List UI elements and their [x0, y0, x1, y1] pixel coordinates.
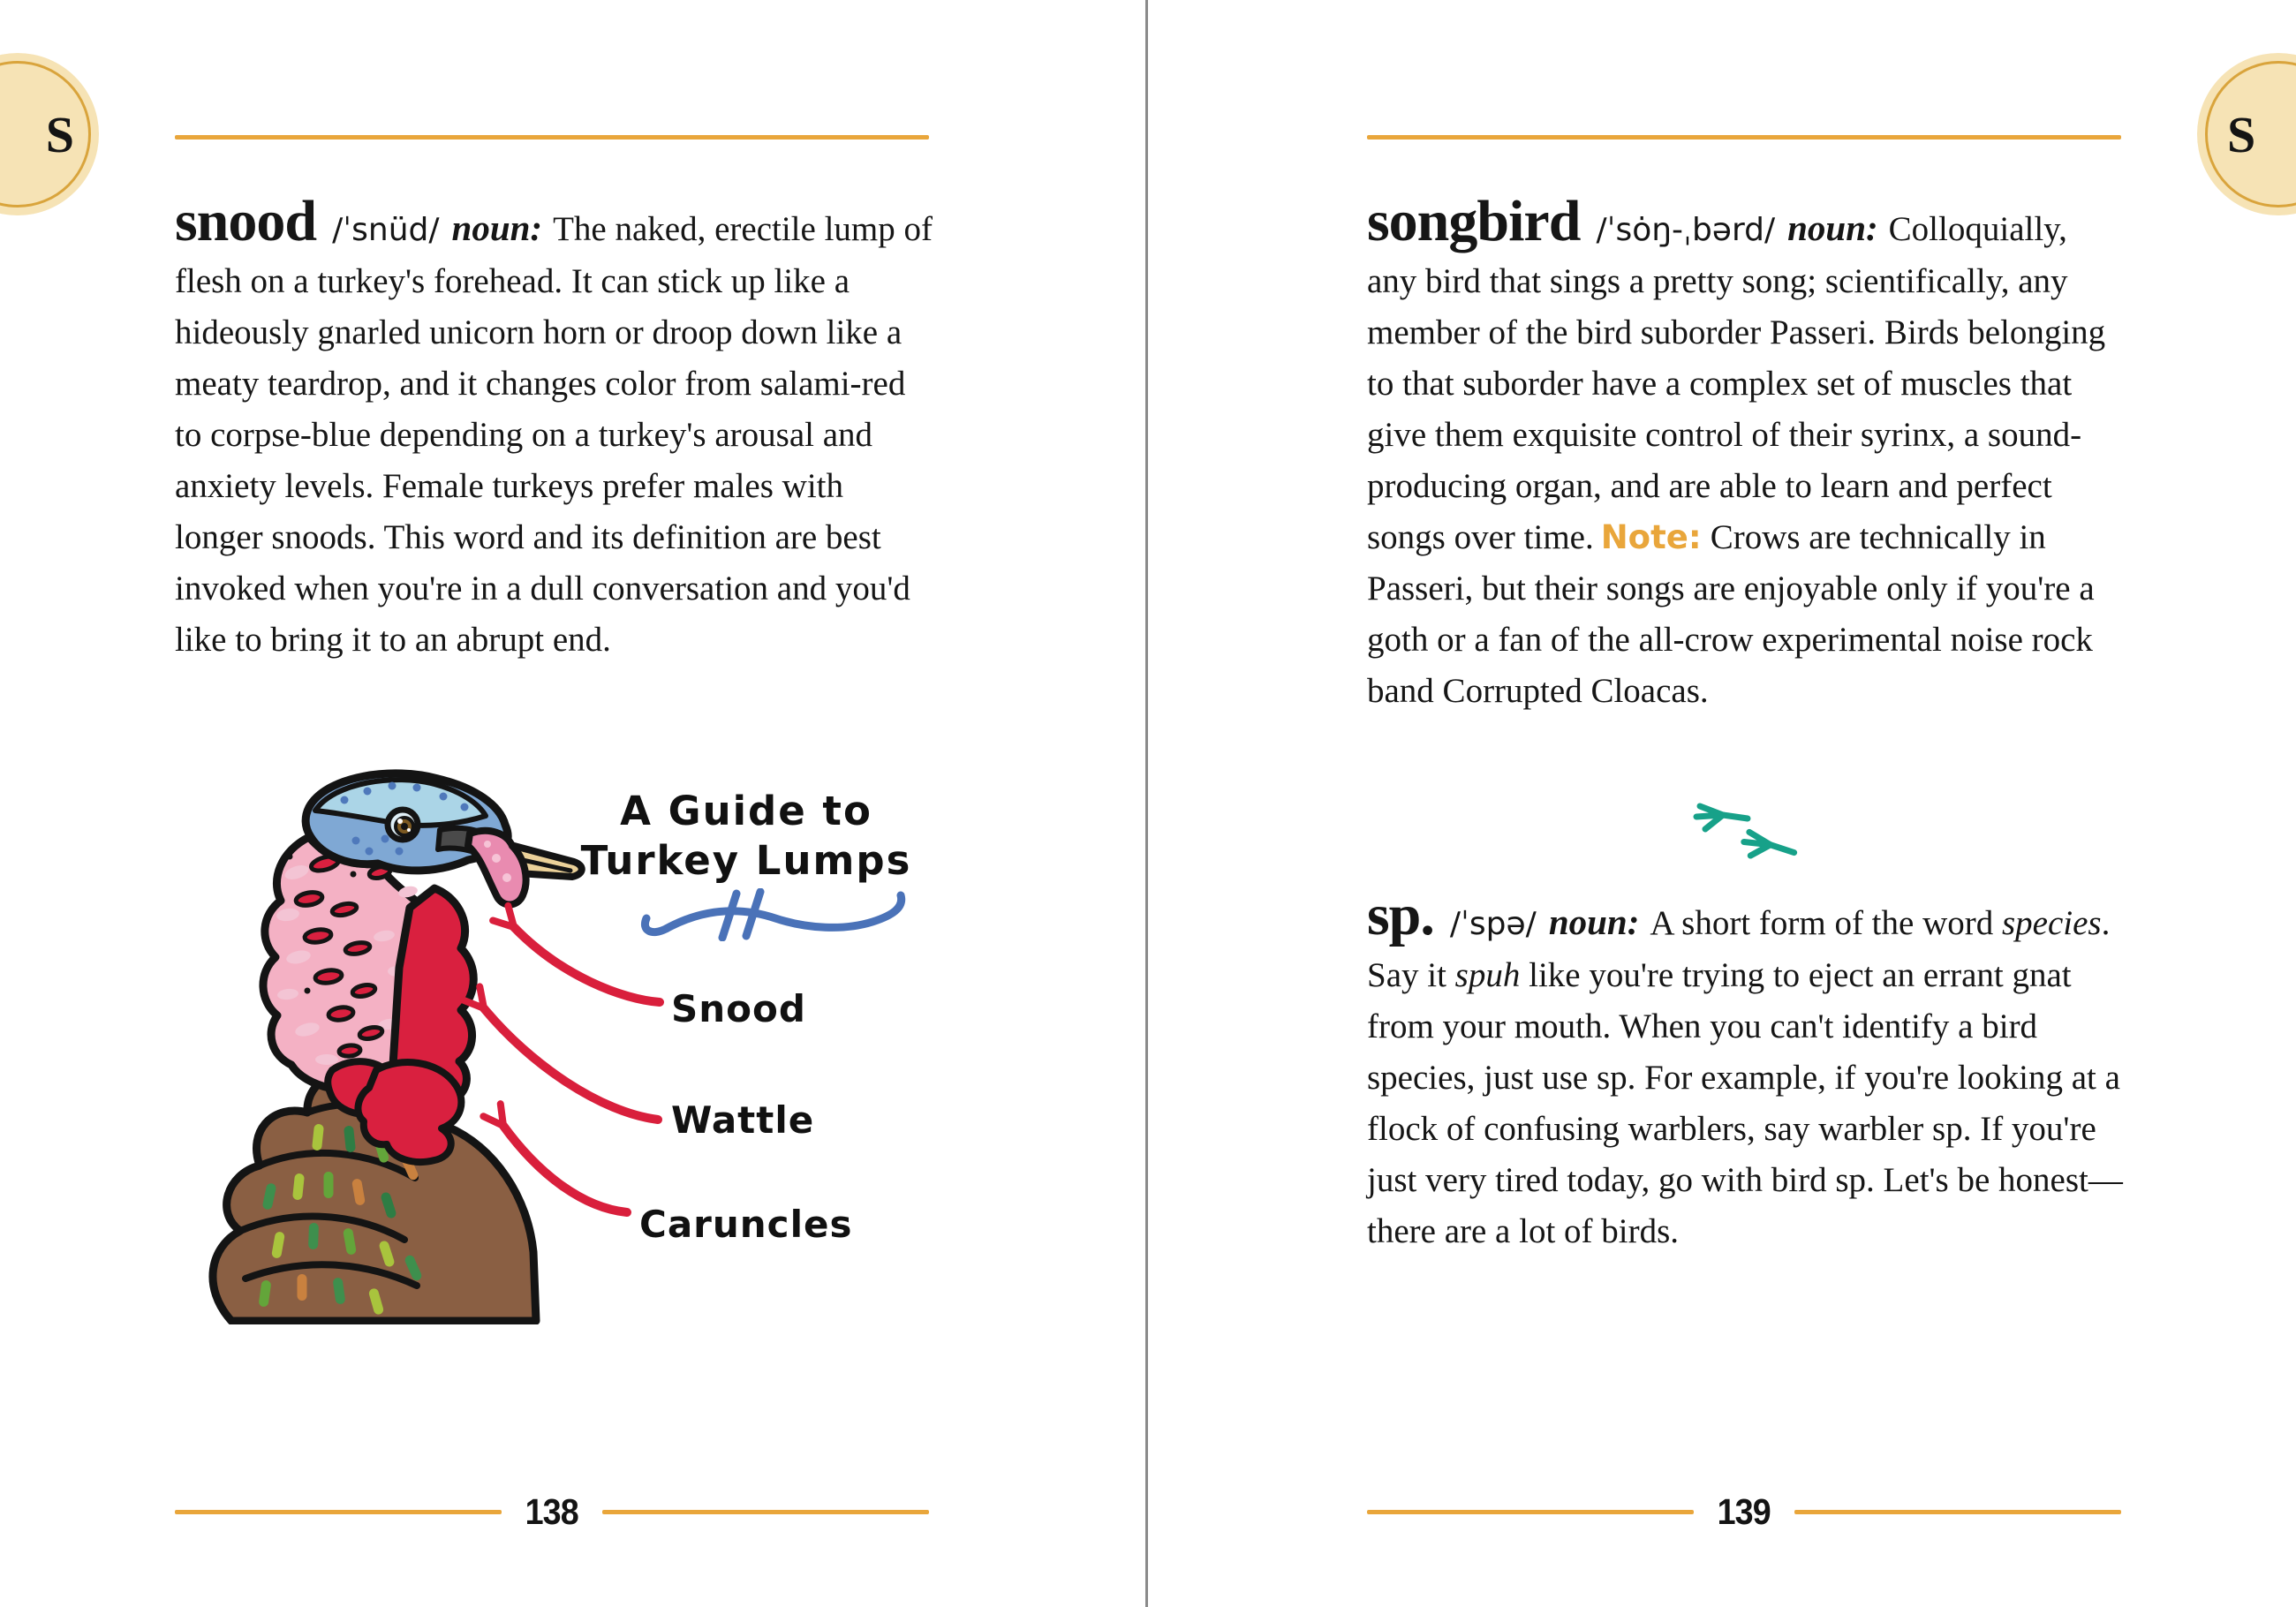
illustration-title-line1: A Guide to — [620, 788, 872, 834]
note-text: Crows are technically in Passeri, but their songs are enjoyable only if you're a goth or a fan of the all-crow experimental noise rock band Corrupted Cloacas. — [1367, 518, 2095, 710]
left-page-footer — [175, 1490, 929, 1533]
footer-rule — [1794, 1510, 2121, 1514]
right-page — [1148, 0, 2296, 1607]
entry-part-of-speech: noun: — [1548, 902, 1640, 942]
footer-rule — [602, 1510, 929, 1514]
entry-headword: sp. — [1367, 883, 1434, 947]
red-pointer-arrows-icon — [459, 901, 865, 1236]
section-tab-s-right — [2197, 53, 2296, 215]
section-tab-s-left — [0, 53, 99, 215]
entry-part-of-speech: noun: — [451, 207, 543, 248]
illustration-label-caruncles: Caruncles — [639, 1203, 853, 1246]
footer-rule — [175, 1510, 502, 1514]
entry-headword: songbird — [1367, 189, 1581, 253]
entry-italic-word: species — [2001, 904, 2102, 942]
entry-definition-part: A short form of the word — [1650, 904, 2002, 942]
left-page — [0, 0, 1146, 1607]
top-rule — [1367, 135, 2121, 140]
entry-sp — [1367, 883, 2125, 1257]
entry-italic-word: spuh — [1454, 956, 1521, 994]
entry-pronunciation: /ˈsnüd/ — [332, 212, 440, 248]
page-number: 138 — [525, 1490, 579, 1532]
illustration-title — [578, 787, 914, 886]
entry-definition: Colloquially, any bird that sings a pretty song; scientifically, any member of the bird suborder Passeri. Birds belonging to that suborder have a complex set of muscles that give them exquisite control of their syrinx, a sound-producing organ, and are able to learn and perfect songs over time. — [1367, 210, 2106, 556]
note-label: Note: — [1600, 518, 1702, 556]
section-tab-letter: S — [2227, 105, 2256, 163]
illustration-label-wattle: Wattle — [671, 1098, 815, 1142]
entry-snood — [175, 189, 933, 666]
entry-headword: snood — [175, 189, 317, 253]
footer-rule — [1367, 1510, 1694, 1514]
bird-footprints-icon — [1691, 797, 1806, 872]
entry-songbird — [1367, 189, 2125, 717]
entry-pronunciation: /ˈspə/ — [1449, 906, 1537, 942]
top-rule — [175, 135, 929, 140]
right-page-footer — [1367, 1490, 2121, 1533]
illustration-title-line2: Turkey Lumps — [580, 837, 912, 884]
section-tab-letter: S — [45, 105, 74, 163]
entry-definition: The naked, erectile lump of flesh on a turkey's forehead. It can stick up like a hideously gnarled unicorn horn or droop down like a meaty teardrop, and it changes color from salami-red to corpse-blue depending on a turkey's arousal and anxiety levels. Female turkeys prefer males with longer snoods. This word and its definition are best invoked when you're in a dull conversation and you'd like to bring it to an abrupt end. — [175, 210, 933, 659]
entry-definition-part: . Say it — [1367, 904, 2111, 994]
entry-definition-part: like you're trying to eject an errant gnat from your mouth. When you can't identify a bird species, just use sp. For example, if you're looking at a flock of confusing warblers, say warbler sp. If you're just very tired today, go with bird sp. Let's be honest—there are a lot of birds. — [1367, 956, 2123, 1250]
entry-pronunciation: /ˈsȯŋ-ˌbərd/ — [1596, 212, 1776, 248]
page-number: 139 — [1717, 1490, 1771, 1532]
illustration-label-snood: Snood — [671, 987, 806, 1030]
entry-part-of-speech: noun: — [1787, 207, 1878, 248]
